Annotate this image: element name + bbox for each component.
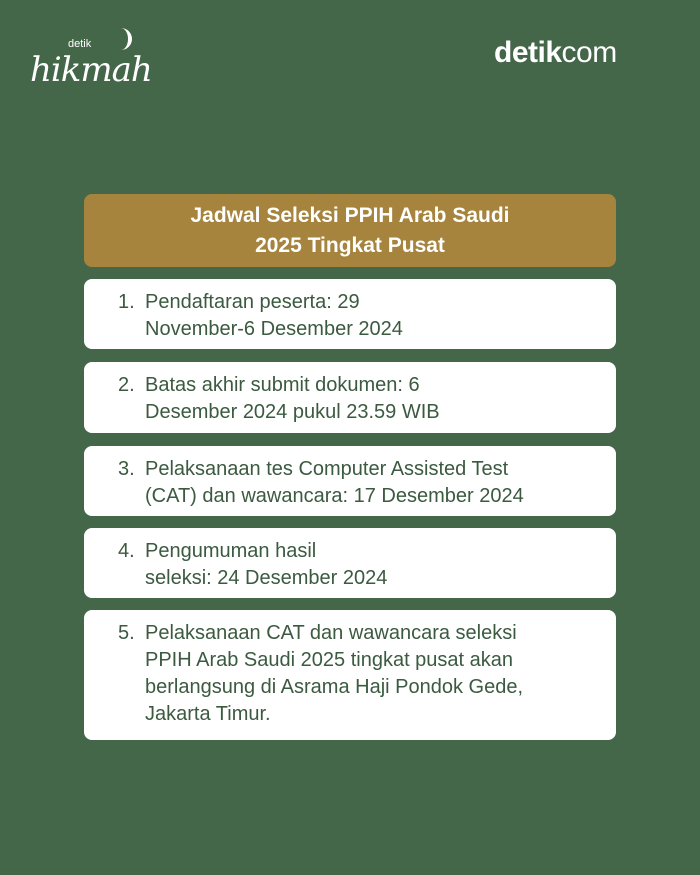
crescent-icon: [112, 28, 132, 50]
item-text: Pendaftaran peserta: 29 November-6 Desember 2024: [145, 291, 403, 340]
list-item: [84, 528, 616, 598]
item-number: 4.: [118, 540, 135, 562]
list-item: [84, 362, 616, 433]
logo-big-text: hikmah: [30, 50, 152, 90]
item-number: 3.: [118, 458, 135, 480]
title-line-2: 2025 Tingkat Pusat: [255, 233, 445, 257]
list-item: [84, 279, 616, 349]
item-text: Pelaksanaan tes Computer Assisted Test (CAT) dan wawancara: 17 Desember 2024: [145, 458, 524, 507]
detikcom-logo: [494, 36, 617, 70]
logo-bold: detik: [494, 36, 562, 69]
list-item: [84, 446, 616, 516]
item-number: 2.: [118, 374, 135, 396]
item-number: 5.: [118, 622, 135, 644]
item-text: Batas akhir submit dokumen: 6 Desember 2024 pukul 23.59 WIB: [145, 374, 440, 423]
logo-small-text: detik: [68, 38, 92, 50]
list-item: [84, 610, 616, 740]
item-number: 1.: [118, 291, 135, 313]
item-text: Pelaksanaan CAT dan wawancara seleksi PPIH Arab Saudi 2025 tingkat pusat akan berlangsung di Asrama Haji Pondok Gede, Jakarta Timur.: [145, 622, 524, 725]
item-text: Pengumuman hasil seleksi: 24 Desember 2024: [145, 540, 388, 589]
logo-light: com: [561, 36, 617, 69]
title-banner: [84, 194, 616, 267]
title-line-1: Jadwal Seleksi PPIH Arab Saudi: [190, 203, 510, 227]
